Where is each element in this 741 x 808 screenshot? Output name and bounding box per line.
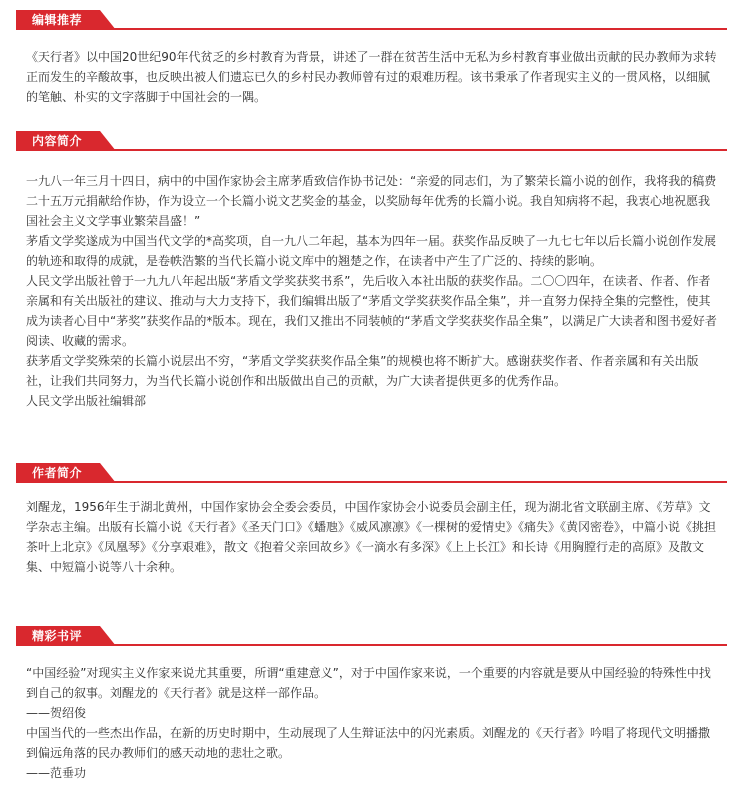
section-body: [26, 171, 720, 411]
section-tab: [16, 10, 116, 30]
paragraph: 中国当代的一些杰出作品，在新的历史时期中，生动展现了人生辩证法中的闪光素质。刘醒龙的《天行者》吟唱了将现代文明播撒到偏远角落的民办教师们的感天动地的悲壮之歌。: [26, 726, 711, 760]
section-tab: [16, 463, 116, 483]
section-title: 作者简介: [32, 466, 83, 480]
section-divider: [16, 149, 727, 151]
paragraph: “中国经验”对现实主义作家来说尤其重要，所谓“重建意义”，对于中国作家来说，一个重要的内容就是要从中国经验的特殊性中找到自己的叙事。刘醒龙的《天行者》就是这样一部作品。: [26, 666, 711, 700]
section-header: [0, 6, 741, 30]
section-body: [26, 47, 720, 107]
section-header: [0, 127, 741, 151]
section-tab: [16, 131, 116, 151]
paragraph-attribution: ——范垂功: [26, 766, 87, 780]
section-tab: [16, 626, 116, 646]
section-divider: [16, 481, 727, 483]
section-divider: [16, 28, 727, 30]
section-title: 内容简介: [32, 134, 83, 148]
paragraph: 茅盾文学奖遂成为中国当代文学的*高奖项，自一九八二年起，基本为四年一届。获奖作品反映了一九七七年以后长篇小说创作发展的轨迹和取得的成就，是卷帙浩繁的当代长篇小说文库中的翘楚之作，在读者中产生了广泛的、持续的影响。: [26, 234, 717, 268]
section-author-bio: [0, 459, 741, 574]
section-content-summary: [0, 127, 741, 408]
paragraph: 《天行者》以中国20世纪90年代贫乏的乡村教育为背景，讲述了一群在贫苦生活中无私为乡村教育事业做出贡献的民办教师为求转正而发生的辛酸故事，也反映出被人们遗忘已久的乡村民办教师曾有过的艰难历程。该书秉承了作者现实主义的一贯风格，以细腻的笔触、朴实的文字落脚于中国社会的一隅。: [26, 50, 717, 104]
section-body: [26, 497, 720, 577]
section-header: [0, 622, 741, 646]
section-book-reviews: [0, 622, 741, 780]
section-title: 编辑推荐: [32, 13, 83, 27]
section-header: [0, 459, 741, 483]
paragraph: 获茅盾文学奖殊荣的长篇小说层出不穷，“茅盾文学奖获奖作品全集”的规模也将不断扩大。感谢获奖作者、作者亲属和有关出版社，让我们共同努力，为当代长篇小说创作和出版做出自己的贡献，为广大读者提供更多的优秀作品。: [26, 354, 699, 388]
paragraph: 一九八一年三月十四日，病中的中国作家协会主席茅盾致信作协书记处：“亲爱的同志们，为了繁荣长篇小说的创作，我将我的稿费二十五万元捐献给作协，作为设立一个长篇小说文艺奖金的基金，以奖励每年优秀的长篇小说。我自知病将不起，我衷心地祝愿我国社会主义文学事业繁荣昌盛！”: [26, 174, 717, 228]
paragraph: 刘醒龙，1956年生于湖北黄州，中国作家协会全委会委员，中国作家协会小说委员会副主任，现为湖北省文联副主席、《芳草》文学杂志主编。出版有长篇小说《天行者》《圣天门口》《蟠虺》《威风凛凛》《一棵树的爱情史》《痛失》《黄冈密卷》，中篇小说《挑担茶叶上北京》《凤凰琴》《分享艰难》，散文《抱着父亲回故乡》《一滴水有多深》《上上长江》和长诗《用胸膛行走的高原》及散文集、中短篇小说等八十余种。: [26, 500, 717, 574]
paragraph-signature: 人民文学出版社编辑部: [26, 394, 147, 408]
paragraph-attribution: ——贺绍俊: [26, 706, 87, 720]
paragraph: 人民文学出版社曾于一九九八年起出版“茅盾文学奖获奖书系”，先后收入本社出版的获奖作品。二〇〇四年，在读者、作者、作者亲属和有关出版社的建议、推动与大力支持下，我们编辑出版了“茅盾文学奖获奖作品全集”，并一直努力保持全集的完整性，使其成为读者心目中“茅奖”获奖作品的*版本。现在，我们又推出不同装帧的“茅盾文学奖获奖作品全集”，以满足广大读者和图书爱好者阅读、收藏的需求。: [26, 274, 717, 348]
section-divider: [16, 644, 727, 646]
section-editor-recommendation: [0, 6, 741, 104]
section-title: 精彩书评: [32, 629, 83, 643]
section-body: [26, 663, 720, 783]
